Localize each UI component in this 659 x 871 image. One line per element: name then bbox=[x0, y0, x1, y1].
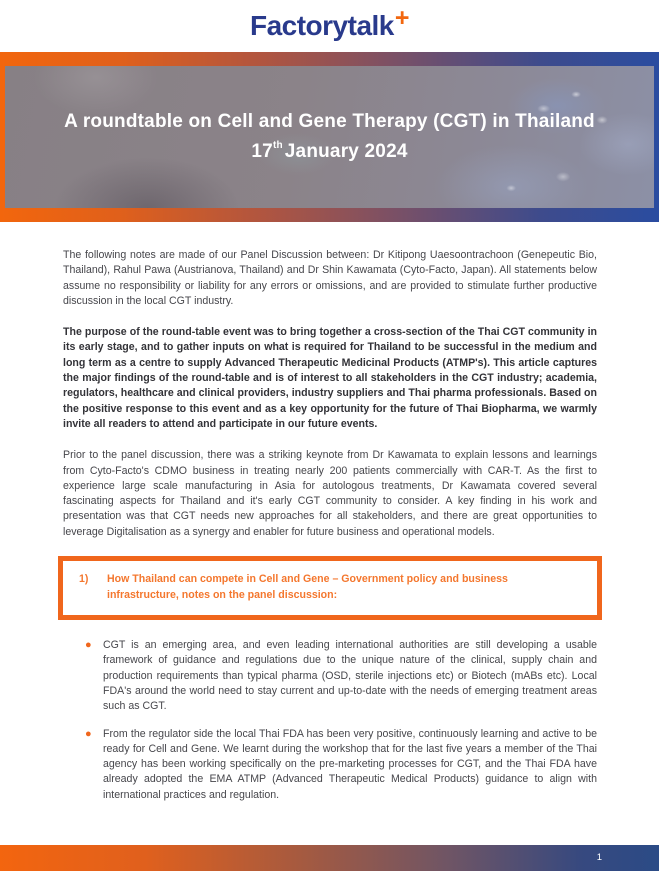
list-item bbox=[85, 638, 597, 714]
bullet-icon: ● bbox=[85, 639, 92, 652]
date-ordinal-suffix: th bbox=[272, 140, 283, 151]
page-header bbox=[0, 0, 659, 52]
page-footer bbox=[0, 845, 659, 871]
document-date bbox=[251, 137, 407, 167]
bullet-icon: ● bbox=[85, 727, 92, 740]
date-rest: January 2024 bbox=[284, 141, 408, 162]
document-body bbox=[0, 222, 659, 803]
bullet-text: From the regulator side the local Thai FDA has been very positive, continuously learning and active to be ready for Cell and Gene. We learnt during the workshop that for the last five years a member of the Thai agency has been working specifically on the pre-marketing processes for CGT, and the Thai FDA have already adopted the EMA ATMP (Advanced Therapeutic Medical Products) guidance to align with international practices and regulation. bbox=[103, 727, 597, 801]
page-number: 1 bbox=[596, 852, 602, 863]
list-item bbox=[85, 727, 597, 803]
paragraph-keynote: Prior to the panel discussion, there was a striking keynote from Dr Kawamata to explain lessons and learnings from Cyto-Facto's CDMO business in treating nearly 200 patients commercially with CAR-T. As the first to experience large scale manufacturing in Asia for autologous treatments, Dr Kawamata covered several fascinating aspects for Thailand and it's early CGT community to consider. A key finding in his work and presentation was that CGT needs new approaches for all stakeholders, and there are great opportunities to leverage Digitalisation as a synergy and enabler for future business and operational models. bbox=[63, 449, 597, 538]
factorytalk-logo bbox=[249, 4, 409, 41]
section-1-number: 1) bbox=[79, 573, 89, 586]
date-day: 17 bbox=[251, 141, 273, 162]
document-title: A roundtable on Cell and Gene Therapy (CGT) in Thailand bbox=[64, 111, 595, 132]
banner-background-image bbox=[5, 66, 654, 208]
logo-plus-icon: + bbox=[394, 4, 409, 32]
bullet-list bbox=[63, 638, 597, 803]
section-1-heading: How Thailand can compete in Cell and Gene – Government policy and business infrastructure, notes on the panel discussion: bbox=[107, 573, 508, 602]
paragraph-purpose: The purpose of the round-table event was to bring together a cross-section of the Thai CGT community in its early stage, and to gather inputs on what is required for Thailand to be successful in the medium and long term as a centre to supply Advanced Therapeutic Medicinal Products (ATMP's). This article captures the major findings of the round-table and is of interest to all stakeholders in the CGT industry; academia, regulators, healthcare and clinical providers, industry suppliers and Thai pharma professionals. Based on the positive response to this event and as a key opportunity for the future of Thai Biopharma, we warmly invite all readers to attend and participate in our future events. bbox=[63, 326, 597, 430]
logo-text: Factorytalk bbox=[249, 10, 394, 41]
bullet-text: CGT is an emerging area, and even leading international authorities are still developing a usable framework of guidance and regulations due to the unique nature of the clinical, supply chain and production requirements than typical pharma (OSD, sterile injections etc) or Biotech (mABs etc). Local FDA's around the world need to stay current and up-to-date with the needs of emerging treatment areas such as CGT. bbox=[103, 639, 597, 713]
paragraph-intro: The following notes are made of our Panel Discussion between: Dr Kitipong Uaesoontrachoon (Genepeutic Bio, Thailand), Rahul Pawa (Austrianova, Thailand) and Dr Shin Kawamata (Cyto-Facto, Japan). All statements below assume no responsibility or liability for any errors or omissions, and are provided to stimulate further productive discussion in the local CGT industry. bbox=[63, 249, 597, 307]
title-banner bbox=[0, 52, 659, 222]
section-1-heading-box bbox=[58, 556, 602, 620]
